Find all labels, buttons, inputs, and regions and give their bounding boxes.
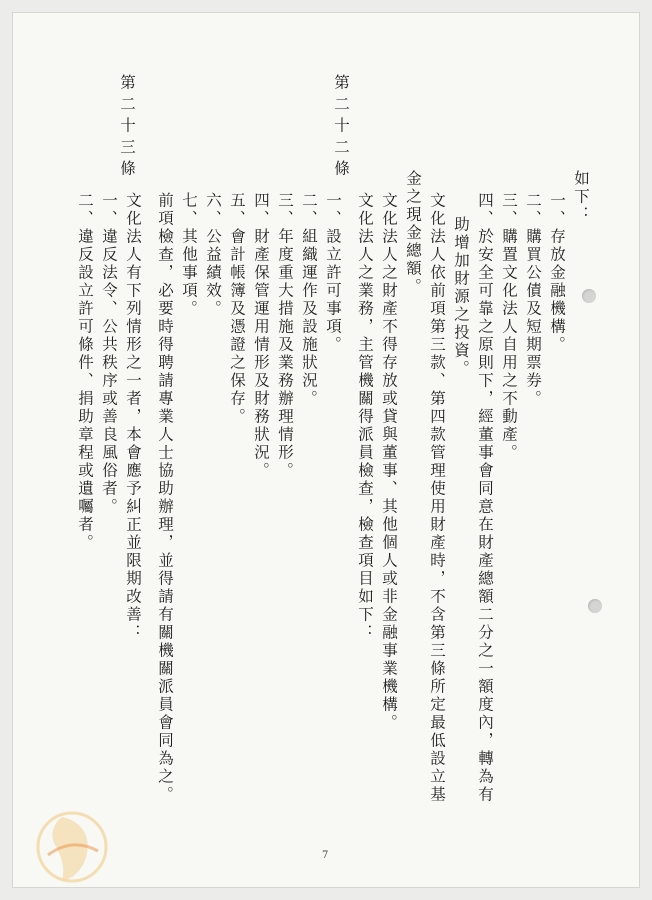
text-line: 三、購置文化法人自用之不動產。 [500, 192, 518, 462]
archive-watermark-icon [32, 807, 112, 887]
text-line: 金之現金總額。 [404, 170, 422, 296]
text-line: 二、購買公債及短期票券。 [524, 192, 542, 408]
text-line: 一、存放金融機構。 [548, 192, 566, 354]
text-line: 一、設立許可事項。 [324, 192, 342, 354]
page-number: 7 [322, 850, 329, 861]
text-line: 七、其他事項。 [180, 192, 198, 318]
punch-hole-bottom [588, 599, 602, 613]
text-line: 一、違反法令、公共秩序或善良風俗者。 [100, 192, 118, 516]
text-line: 六、公益績效。 [204, 192, 222, 318]
text-line: 二、組織運作及設施狀況。 [300, 192, 318, 408]
text-line: 文化法人有下列情形之一者，本會應予糾正並限期改善： [124, 192, 142, 642]
text-line: 五、會計帳簿及憑證之保存。 [228, 192, 246, 426]
article-heading: 第二十三條 [118, 74, 136, 182]
text-line: 前項檢查，必要時得聘請專業人士協助辦理，並得請有關機關派員會同為之。 [156, 192, 174, 804]
text-line: 助增加財源之投資。 [452, 216, 470, 378]
document-page [12, 12, 640, 888]
text-line: 文化法人依前項第三款、第四款管理使用財產時，不含第三條所定最低設立基 [428, 192, 446, 804]
text-line: 四、財產保管運用情形及財務狀況。 [252, 192, 270, 480]
article-heading: 第二十二條 [332, 74, 350, 182]
text-line: 文化法人之業務，主管機關得派員檢查，檢查項目如下： [356, 192, 374, 642]
text-line: 如下： [572, 170, 590, 224]
text-line: 四、於安全可靠之原則下，經董事會同意在財產總額二分之一額度內，轉為有 [476, 192, 494, 804]
text-line: 文化法人之財產不得存放或貸與董事、其他個人或非金融事業機構。 [380, 192, 398, 732]
punch-hole-top [582, 289, 596, 303]
text-line: 三、年度重大措施及業務辦理情形。 [276, 192, 294, 480]
text-line: 二、違反設立許可條件、捐助章程或遺囑者。 [76, 192, 94, 552]
